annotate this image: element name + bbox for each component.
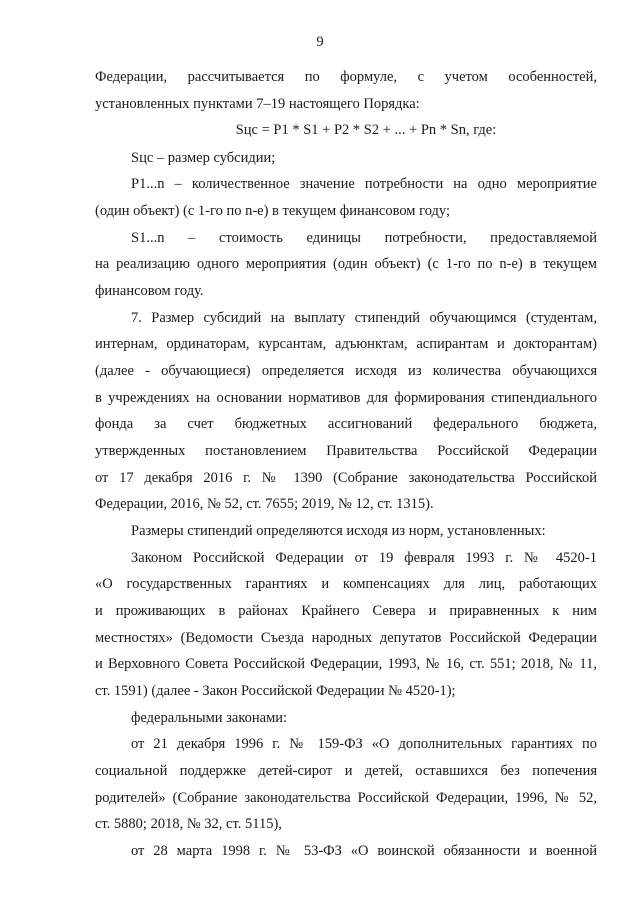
text-line: (один объект) (с 1-го по n-е) в текущем финансовом году; bbox=[95, 203, 450, 219]
text-line: местностях» (Ведомости Съезда народных депутатов Российской Федерации bbox=[95, 630, 597, 646]
formula: Sцс = P1 * S1 + P2 * S2 + ... + Pn * Sn, где: bbox=[235, 122, 497, 138]
text-line: от 28 марта 1998 г. № 53-ФЗ «О воинской обязанности и военной bbox=[131, 843, 597, 859]
text-line: родителей» (Собрание законодательства Российской Федерации, 1996, № 52, bbox=[95, 790, 597, 806]
text-line: S1...n – стоимость единицы потребности, предоставляемой bbox=[131, 230, 597, 246]
text-line: Федерации, 2016, № 52, ст. 7655; 2019, № 12, ст. 1315). bbox=[95, 496, 434, 512]
text-line: 7. Размер субсидий на выплату стипендий обучающимся (студентам, bbox=[131, 310, 597, 326]
text-line: в учреждениях на основании нормативов для формирования стипендиального bbox=[95, 390, 597, 406]
text-line: «О государственных гарантиях и компенсациях для лиц, работающих bbox=[95, 576, 597, 592]
text-line: установленных пунктами 7–19 настоящего Порядка: bbox=[95, 96, 420, 112]
text-line: на реализацию одного мероприятия (один объект) (с 1-го по n-е) в текущем bbox=[95, 256, 597, 272]
text-line: от 21 декабря 1996 г. № 159-ФЗ «О дополнительных гарантиях по bbox=[131, 736, 597, 752]
text-line: федеральными законами: bbox=[131, 710, 288, 726]
text-line: интернам, ординаторам, курсантам, адъюнктам, аспирантам и докторантам) bbox=[95, 336, 597, 352]
text-line: утвержденных постановлением Правительства Российской Федерации bbox=[95, 443, 597, 459]
text-line: Федерации, рассчитывается по формуле, с учетом особенностей, bbox=[95, 69, 597, 85]
text-line: фонда за счет бюджетных ассигнований федерального бюджета, bbox=[95, 416, 597, 432]
text-line: Размеры стипендий определяются исходя из норм, установленных: bbox=[131, 523, 546, 539]
text-line: ст. 1591) (далее - Закон Российской Федерации № 4520-1); bbox=[95, 683, 456, 699]
text-line: и Верховного Совета Российской Федерации, 1993, № 16, ст. 551; 2018, № 11, bbox=[95, 656, 597, 672]
text-line: финансовом году. bbox=[95, 283, 204, 299]
page-number: 9 bbox=[316, 34, 324, 50]
text-line: P1...n – количественное значение потребности на одно мероприятие bbox=[131, 176, 597, 192]
text-line: от 17 декабря 2016 г. № 1390 (Собрание законодательства Российской bbox=[95, 470, 597, 486]
text-line: (далее - обучающиеся) определяется исходя из количества обучающихся bbox=[95, 363, 597, 379]
text-line: социальной поддержке детей-сирот и детей, оставшихся без попечения bbox=[95, 763, 597, 779]
text-line: Sцс – размер субсидии; bbox=[131, 150, 276, 166]
text-line: Законом Российской Федерации от 19 февраля 1993 г. № 4520-1 bbox=[131, 550, 597, 566]
text-line: ст. 5880; 2018, № 32, ст. 5115), bbox=[95, 816, 282, 832]
text-line: и проживающих в районах Крайнего Севера и приравненных к ним bbox=[95, 603, 597, 619]
